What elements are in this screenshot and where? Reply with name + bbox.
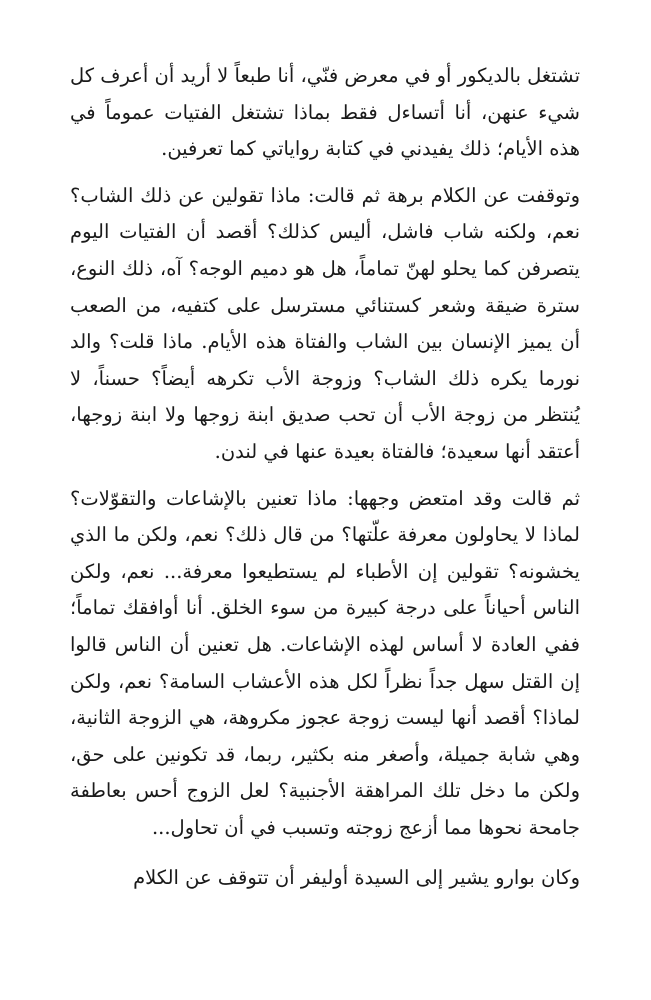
paragraph-2: وتوقفت عن الكلام برهة ثم قالت: ماذا تقولين عن ذلك الشاب؟ نعم، ولكنه شاب فاشل، أليس كذلك؟ أقصد أن الفتيات اليوم يتصرفن كما يحلو لهنّ تماماً، هل هو دميم الوجه؟ آه، ذلك النوع، سترة ضيقة وشعر كستنائي مسترسل على كتفيه، من الصعب أن يميز الإنسان بين الشاب والفتاة هذه الأيام. ماذا قلت؟ والد نورما يكره ذلك الشاب؟ وزوجة الأب تكرهه أيضاً؟ حسناً، لا يُنتظر من زوجة الأب أن تحب صديق ابنة زوجها ولا ابنة زوجها، أعتقد أنها سعيدة؛ فالفتاة بعيدة عنها في لندن.: [70, 183, 580, 463]
paragraph-4: وكان بوارو يشير إلى السيدة أوليفر أن تتوقف عن الكلام: [133, 866, 580, 890]
paragraph-3: ثم قالت وقد امتعض وجهها: ماذا تعنين بالإشاعات والتقوّلات؟ لماذا لا يحاولون معرفة علّتها؟ من قال ذلك؟ نعم، ولكن ما الذي يخشونه؟ تقولين إن الأطباء لم يستطيعوا معرفة... نعم، ولكن الناس أحياناً على درجة كبيرة من سوء الخلق. أنا أوافقك تماماً؛ ففي العادة لا أساس لهذه الإشاعات. هل تعنين أن الناس قالوا إن القتل سهل جداً نظراً لكل هذه الأعشاب السامة؟ نعم، ولكن لماذا؟ أقصد أنها ليست زوجة عجوز مكروهة، هي الزوجة الثانية، وهي شابة جميلة، وأصغر منه بكثير، ربما، قد تكونين على حق، ولكن ما دخل تلك المراهقة الأجنبية؟ لعل الزوج أحس بعاطفة جامحة نحوها مما أزعج زوجته وتسبب في أن تحاول...: [70, 486, 580, 839]
paragraph-1: تشتغل بالديكور أو في معرض فنّي، أنا طبعاً لا أريد أن أعرف كل شيء عنهن، أنا أتساءل فقط بماذا تشتغل الفتيات عموماً في هذه الأيام؛ ذلك يفيدني في كتابة رواياتي كما تعرفين.: [70, 64, 580, 161]
book-page: [70, 58, 580, 897]
